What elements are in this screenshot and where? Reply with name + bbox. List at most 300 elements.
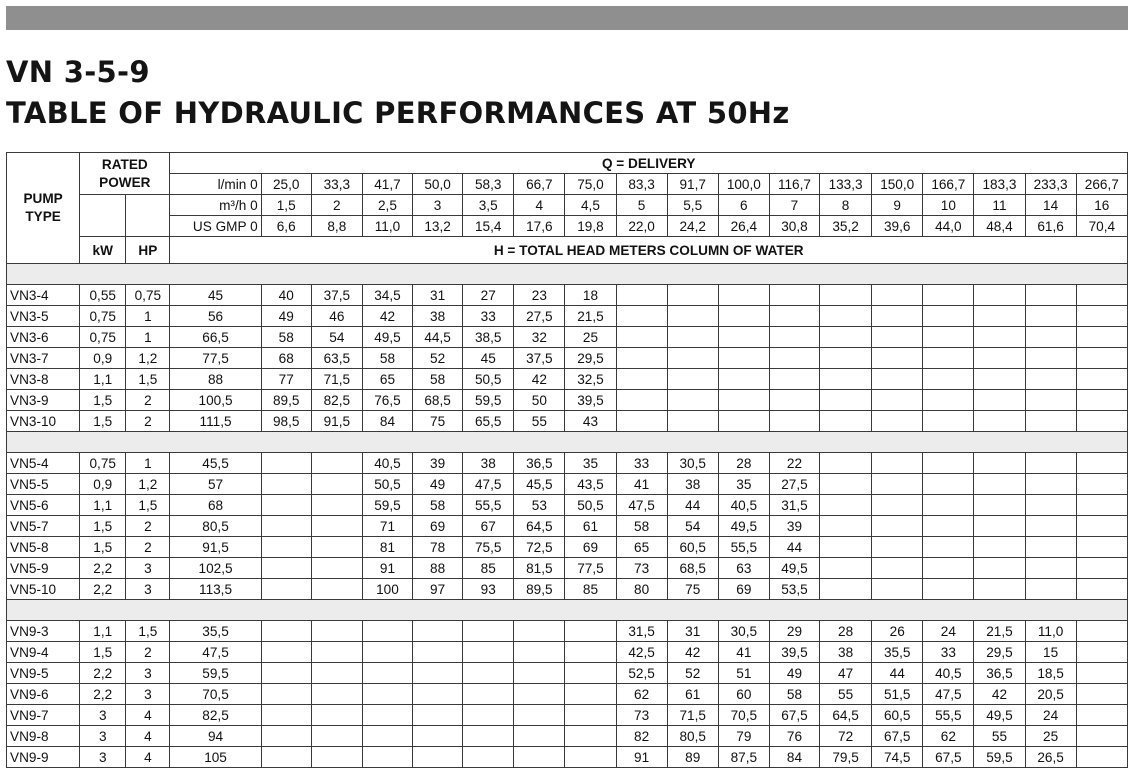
head-value-cell [463, 642, 514, 663]
head-value-cell [872, 411, 923, 432]
head-value-cell [1076, 306, 1127, 327]
table-row [7, 558, 1128, 579]
head-value-cell [820, 516, 872, 537]
head-value-cell [820, 348, 872, 369]
head-value-cell [514, 642, 565, 663]
head-value-cell [261, 663, 311, 684]
head-value-cell [718, 285, 769, 306]
head-value-cell: 40,5 [923, 663, 974, 684]
head-value-cell: 61 [667, 684, 718, 705]
head-value-cell [362, 747, 412, 768]
head-value-cell: 50 [514, 390, 565, 411]
head-at-zero-cell: 45 [170, 285, 261, 306]
flow-unit-label: l/min 0 [170, 174, 261, 195]
kw-cell: 2,2 [80, 579, 126, 600]
head-value-cell: 22 [769, 453, 819, 474]
head-value-cell [769, 348, 819, 369]
flow-value: 44,0 [923, 216, 974, 237]
table-row [7, 663, 1128, 684]
head-value-cell [261, 495, 311, 516]
flow-value: 41,7 [362, 174, 412, 195]
head-value-cell [413, 663, 463, 684]
pump-type-cell: VN3-9 [7, 390, 80, 411]
head-value-cell [362, 726, 412, 747]
head-value-cell [311, 537, 362, 558]
pump-type-cell: VN3-10 [7, 411, 80, 432]
pump-type-cell: VN5-6 [7, 495, 80, 516]
group-separator-cell [7, 264, 1128, 285]
head-value-cell: 76,5 [362, 390, 412, 411]
head-value-cell [514, 705, 565, 726]
flow-value: 4 [514, 195, 565, 216]
head-value-cell [311, 579, 362, 600]
head-value-cell: 39 [413, 453, 463, 474]
head-value-cell [413, 621, 463, 642]
head-value-cell [1025, 306, 1076, 327]
head-at-zero-cell: 68 [170, 495, 261, 516]
head-at-zero-cell: 45,5 [170, 453, 261, 474]
head-value-cell: 23 [514, 285, 565, 306]
head-value-cell [311, 726, 362, 747]
head-value-cell [974, 579, 1025, 600]
table-row [7, 747, 1128, 768]
head-value-cell [974, 537, 1025, 558]
kw-cell: 0,75 [80, 453, 126, 474]
head-value-cell: 39,5 [565, 390, 616, 411]
head-value-cell [1025, 537, 1076, 558]
flow-value: 100,0 [718, 174, 769, 195]
head-value-cell [413, 726, 463, 747]
pump-type-cell: VN3-6 [7, 327, 80, 348]
head-value-cell [311, 642, 362, 663]
table-row [7, 390, 1128, 411]
head-value-cell [616, 327, 667, 348]
flow-value: 1,5 [261, 195, 311, 216]
head-at-zero-cell: 88 [170, 369, 261, 390]
head-value-cell [1025, 285, 1076, 306]
head-value-cell [565, 684, 616, 705]
head-value-cell [1076, 411, 1127, 432]
head-value-cell [820, 369, 872, 390]
head-value-cell: 75,5 [463, 537, 514, 558]
header-total-head: H = TOTAL HEAD METERS COLUMN OF WATER [170, 237, 1128, 264]
head-value-cell: 49,5 [974, 705, 1025, 726]
head-value-cell: 27 [463, 285, 514, 306]
head-value-cell: 68,5 [413, 390, 463, 411]
head-value-cell [923, 558, 974, 579]
head-value-cell [820, 285, 872, 306]
kw-cell: 2,2 [80, 663, 126, 684]
head-value-cell: 39 [769, 516, 819, 537]
head-value-cell [1076, 705, 1127, 726]
head-value-cell [1025, 411, 1076, 432]
head-value-cell: 64,5 [514, 516, 565, 537]
head-value-cell [820, 558, 872, 579]
head-value-cell: 45 [463, 348, 514, 369]
head-value-cell [1076, 684, 1127, 705]
head-value-cell: 25 [565, 327, 616, 348]
head-value-cell: 20,5 [1025, 684, 1076, 705]
head-value-cell: 42 [514, 369, 565, 390]
head-value-cell: 45,5 [514, 474, 565, 495]
head-value-cell [872, 516, 923, 537]
head-value-cell [1076, 390, 1127, 411]
head-value-cell: 47 [820, 663, 872, 684]
head-value-cell: 50,5 [463, 369, 514, 390]
table-row [7, 474, 1128, 495]
head-value-cell [923, 474, 974, 495]
head-value-cell [1076, 747, 1127, 768]
head-value-cell [463, 684, 514, 705]
head-value-cell [413, 642, 463, 663]
head-value-cell: 42 [974, 684, 1025, 705]
head-value-cell: 58 [413, 369, 463, 390]
flow-value: 150,0 [872, 174, 923, 195]
hydraulic-performance-table [6, 152, 1128, 768]
head-value-cell: 78 [413, 537, 463, 558]
flow-value: 91,7 [667, 174, 718, 195]
head-value-cell: 65,5 [463, 411, 514, 432]
head-value-cell [974, 327, 1025, 348]
head-value-cell [261, 453, 311, 474]
head-value-cell: 58 [616, 516, 667, 537]
head-value-cell: 50,5 [565, 495, 616, 516]
head-value-cell: 31,5 [769, 495, 819, 516]
hp-cell: 1 [126, 306, 170, 327]
head-value-cell: 37,5 [311, 285, 362, 306]
head-value-cell: 40,5 [718, 495, 769, 516]
kw-cell: 2,2 [80, 558, 126, 579]
flow-value: 2 [311, 195, 362, 216]
head-value-cell: 26,5 [1025, 747, 1076, 768]
head-value-cell [872, 327, 923, 348]
head-value-cell: 72,5 [514, 537, 565, 558]
hp-cell: 1,5 [126, 621, 170, 642]
head-value-cell: 49 [261, 306, 311, 327]
head-value-cell [1025, 579, 1076, 600]
head-value-cell [872, 348, 923, 369]
head-value-cell: 71,5 [667, 705, 718, 726]
head-value-cell [1076, 474, 1127, 495]
head-value-cell: 73 [616, 705, 667, 726]
hp-cell: 4 [126, 705, 170, 726]
head-value-cell [923, 411, 974, 432]
head-value-cell: 73 [616, 558, 667, 579]
head-value-cell [1076, 579, 1127, 600]
head-value-cell: 69 [413, 516, 463, 537]
kw-cell: 1,1 [80, 369, 126, 390]
head-value-cell: 41 [616, 474, 667, 495]
head-value-cell: 53 [514, 495, 565, 516]
head-value-cell: 97 [413, 579, 463, 600]
head-value-cell: 81,5 [514, 558, 565, 579]
flow-value: 166,7 [923, 174, 974, 195]
head-value-cell [718, 348, 769, 369]
head-value-cell [311, 558, 362, 579]
pump-type-cell: VN5-5 [7, 474, 80, 495]
head-value-cell: 60,5 [667, 537, 718, 558]
head-value-cell [463, 726, 514, 747]
head-value-cell: 85 [565, 579, 616, 600]
head-value-cell: 40 [261, 285, 311, 306]
header-rated-power: RATED POWER [80, 153, 170, 195]
pump-type-cell: VN5-10 [7, 579, 80, 600]
head-value-cell: 54 [667, 516, 718, 537]
head-value-cell: 32,5 [565, 369, 616, 390]
kw-cell: 1,1 [80, 621, 126, 642]
head-value-cell: 54 [311, 327, 362, 348]
head-value-cell: 88 [413, 558, 463, 579]
flow-value: 116,7 [769, 174, 819, 195]
flow-value: 24,2 [667, 216, 718, 237]
head-value-cell: 38 [413, 306, 463, 327]
table-row [7, 579, 1128, 600]
kw-cell: 1,5 [80, 516, 126, 537]
head-value-cell: 44 [769, 537, 819, 558]
head-value-cell [362, 642, 412, 663]
head-value-cell [261, 705, 311, 726]
flow-value: 22,0 [616, 216, 667, 237]
flow-value: 33,3 [311, 174, 362, 195]
flow-unit-label: m³/h 0 [170, 195, 261, 216]
flow-value: 6 [718, 195, 769, 216]
flow-value: 75,0 [565, 174, 616, 195]
head-value-cell [1076, 348, 1127, 369]
table-row [7, 642, 1128, 663]
head-value-cell [769, 285, 819, 306]
head-value-cell: 79 [718, 726, 769, 747]
head-value-cell: 33 [616, 453, 667, 474]
head-value-cell [1076, 495, 1127, 516]
flow-value: 16 [1076, 195, 1127, 216]
head-value-cell: 51 [718, 663, 769, 684]
head-value-cell [923, 285, 974, 306]
head-value-cell: 49,5 [769, 558, 819, 579]
rated-power-spacer-hp [126, 195, 170, 237]
head-value-cell [923, 453, 974, 474]
group-separator [7, 264, 1128, 285]
head-value-cell: 38 [820, 642, 872, 663]
head-value-cell: 55 [514, 411, 565, 432]
head-value-cell [872, 390, 923, 411]
kw-cell: 0,9 [80, 474, 126, 495]
flow-value: 10 [923, 195, 974, 216]
head-value-cell [565, 642, 616, 663]
head-value-cell [463, 705, 514, 726]
head-value-cell: 18,5 [1025, 663, 1076, 684]
head-value-cell [923, 306, 974, 327]
head-value-cell [261, 558, 311, 579]
head-value-cell: 65 [362, 369, 412, 390]
head-value-cell: 27,5 [769, 474, 819, 495]
head-value-cell [974, 453, 1025, 474]
head-value-cell: 61 [565, 516, 616, 537]
head-value-cell [1076, 621, 1127, 642]
hp-cell: 2 [126, 411, 170, 432]
flow-unit-label: US GMP 0 [170, 216, 261, 237]
head-value-cell: 29,5 [565, 348, 616, 369]
head-value-cell: 67,5 [872, 726, 923, 747]
pump-type-cell: VN3-7 [7, 348, 80, 369]
pump-type-cell: VN9-4 [7, 642, 80, 663]
head-value-cell: 35,5 [872, 642, 923, 663]
head-value-cell: 40,5 [362, 453, 412, 474]
head-value-cell [974, 348, 1025, 369]
pump-type-cell: VN5-4 [7, 453, 80, 474]
head-value-cell: 77 [261, 369, 311, 390]
head-value-cell [769, 327, 819, 348]
flow-row-usgpm [7, 216, 1128, 237]
head-value-cell [974, 411, 1025, 432]
head-value-cell [311, 453, 362, 474]
head-value-cell: 58 [362, 348, 412, 369]
flow-value: 19,8 [565, 216, 616, 237]
flow-value: 8 [820, 195, 872, 216]
head-value-cell [514, 747, 565, 768]
kw-cell: 0,9 [80, 348, 126, 369]
head-value-cell [616, 306, 667, 327]
head-value-cell [872, 474, 923, 495]
head-value-cell: 30,5 [718, 621, 769, 642]
pump-type-cell: VN5-9 [7, 558, 80, 579]
head-value-cell: 36,5 [514, 453, 565, 474]
head-value-cell [362, 621, 412, 642]
head-value-cell [667, 369, 718, 390]
table-row [7, 306, 1128, 327]
flow-value: 11,0 [362, 216, 412, 237]
head-at-zero-cell: 47,5 [170, 642, 261, 663]
kw-cell: 3 [80, 726, 126, 747]
pump-type-cell: VN5-8 [7, 537, 80, 558]
head-value-cell: 52 [413, 348, 463, 369]
head-value-cell [923, 537, 974, 558]
hp-cell: 0,75 [126, 285, 170, 306]
head-at-zero-cell: 70,5 [170, 684, 261, 705]
head-value-cell: 75 [413, 411, 463, 432]
head-value-cell: 34,5 [362, 285, 412, 306]
pump-type-cell: VN9-8 [7, 726, 80, 747]
head-value-cell [1025, 453, 1076, 474]
group-separator-cell [7, 432, 1128, 453]
header-pump-type: PUMP TYPE [7, 153, 80, 264]
head-value-cell: 15 [1025, 642, 1076, 663]
head-value-cell: 39,5 [769, 642, 819, 663]
flow-value: 2,5 [362, 195, 412, 216]
kw-cell: 3 [80, 705, 126, 726]
head-value-cell [872, 558, 923, 579]
flow-value: 133,3 [820, 174, 872, 195]
head-at-zero-cell: 82,5 [170, 705, 261, 726]
head-value-cell [718, 390, 769, 411]
flow-value: 61,6 [1025, 216, 1076, 237]
head-at-zero-cell: 113,5 [170, 579, 261, 600]
head-value-cell [974, 558, 1025, 579]
head-value-cell [718, 411, 769, 432]
hp-cell: 1,2 [126, 474, 170, 495]
head-value-cell: 85 [463, 558, 514, 579]
kw-cell: 3 [80, 747, 126, 768]
head-value-cell: 62 [923, 726, 974, 747]
flow-value: 66,7 [514, 174, 565, 195]
head-value-cell: 30,5 [667, 453, 718, 474]
head-value-cell: 21,5 [974, 621, 1025, 642]
flow-value: 7 [769, 195, 819, 216]
head-value-cell: 46 [311, 306, 362, 327]
head-value-cell: 58 [769, 684, 819, 705]
head-value-cell: 69 [565, 537, 616, 558]
head-value-cell: 63 [718, 558, 769, 579]
pump-type-cell: VN3-4 [7, 285, 80, 306]
head-value-cell [261, 747, 311, 768]
head-value-cell: 64,5 [820, 705, 872, 726]
kw-cell: 1,5 [80, 537, 126, 558]
head-value-cell [514, 621, 565, 642]
flow-value: 3,5 [463, 195, 514, 216]
head-value-cell [463, 621, 514, 642]
head-value-cell: 59,5 [463, 390, 514, 411]
head-value-cell: 42 [362, 306, 412, 327]
head-value-cell [820, 327, 872, 348]
hp-cell: 3 [126, 663, 170, 684]
head-at-zero-cell: 57 [170, 474, 261, 495]
head-value-cell: 60,5 [872, 705, 923, 726]
flow-value: 266,7 [1076, 174, 1127, 195]
head-value-cell [820, 390, 872, 411]
pump-type-cell: VN9-3 [7, 621, 80, 642]
head-value-cell [413, 684, 463, 705]
head-value-cell [261, 474, 311, 495]
flow-value: 3 [413, 195, 463, 216]
head-value-cell: 42 [667, 642, 718, 663]
head-value-cell: 52,5 [616, 663, 667, 684]
flow-value: 9 [872, 195, 923, 216]
head-value-cell: 55 [974, 726, 1025, 747]
head-value-cell: 67,5 [769, 705, 819, 726]
head-value-cell: 47,5 [923, 684, 974, 705]
head-value-cell: 68,5 [667, 558, 718, 579]
header-delivery: Q = DELIVERY [170, 153, 1128, 174]
head-value-cell: 38 [463, 453, 514, 474]
table-row [7, 327, 1128, 348]
head-value-cell: 49,5 [718, 516, 769, 537]
head-value-cell: 31 [667, 621, 718, 642]
flow-value: 5 [616, 195, 667, 216]
hp-cell: 2 [126, 516, 170, 537]
kw-cell: 1,5 [80, 642, 126, 663]
group-separator [7, 600, 1128, 621]
head-value-cell [923, 516, 974, 537]
head-value-cell [974, 474, 1025, 495]
flow-row-lpm [7, 174, 1128, 195]
head-value-cell [667, 306, 718, 327]
head-value-cell [261, 642, 311, 663]
head-value-cell [311, 684, 362, 705]
table-row [7, 285, 1128, 306]
head-at-zero-cell: 102,5 [170, 558, 261, 579]
pump-type-cell: VN9-5 [7, 663, 80, 684]
head-value-cell: 68 [261, 348, 311, 369]
group-separator [7, 432, 1128, 453]
head-value-cell [463, 663, 514, 684]
head-value-cell: 79,5 [820, 747, 872, 768]
head-value-cell: 71 [362, 516, 412, 537]
pump-type-cell: VN3-5 [7, 306, 80, 327]
head-value-cell [923, 369, 974, 390]
head-value-cell [311, 474, 362, 495]
kw-cell: 0,55 [80, 285, 126, 306]
head-value-cell: 55 [820, 684, 872, 705]
head-value-cell: 65 [616, 537, 667, 558]
